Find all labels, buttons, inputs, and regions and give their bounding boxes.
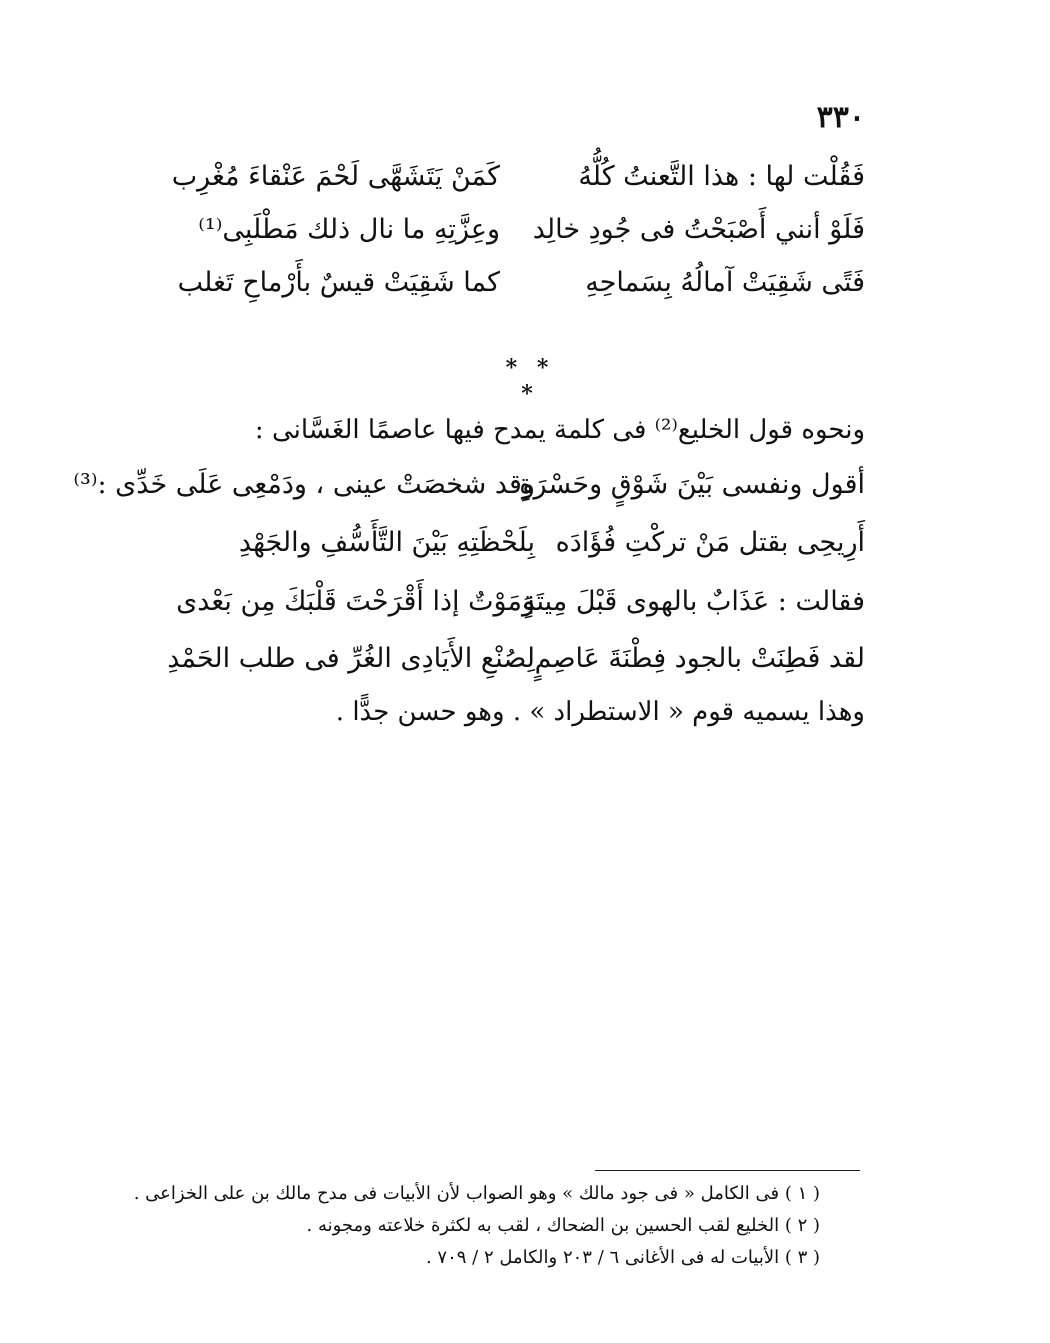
verse-second-hemistich: كَمَنْ يَتَشَهَّى لَحْمَ عَنْقاءَ مُغْرِب (171, 161, 500, 192)
verse-first-hemistich: أقول ونفسى بَيْنَ شَوْقٍ وحَسْرَةٍ (519, 469, 865, 500)
section-separator: * * * (505, 355, 555, 407)
footnote: ( ١ ) فى الكامل « فى جود مالك » وهو الصواب لأن الأبيات فى مدح مالك بن على الخزاعى . (133, 1183, 820, 1204)
verse-second-hemistich: وَمَوْتٌ إذا أَقْرَحْتَ قَلْبَكَ مِن بَعْدى (176, 586, 535, 617)
footnote: ( ٣ ) الأبيات له فى الأغانى ٦ / ٢٠٣ والكامل ٢ / ٧٠٩ . (425, 1247, 820, 1268)
verse-first-hemistich: فَقُلْت لها : هذا التَّعنتُ كُلُّهُ (578, 161, 865, 192)
verse-first-hemistich: فقالت : عَذَابٌ بالهوى قَبْلَ مِيتَةٍ (522, 586, 865, 617)
verse-first-hemistich: أَرِيحِى بقتل مَنْ تركْتِ فُؤَادَه (555, 527, 865, 558)
verse-line (177, 258, 865, 308)
verse-second-hemistich: كما شَقِيَتْ قيسٌ بأَرْماحِ تَغلب (177, 267, 500, 298)
closing-paragraph: وهذا يسميه قوم « الاستطراد » . وهو حسن جدًّا . (335, 697, 865, 727)
verse-line (171, 152, 865, 202)
verse-first-hemistich: لقد فَطِنَتْ بالجود فِطْنَةَ عَاصِمٍ (534, 643, 865, 674)
verse-first-hemistich: فَتًى شَقِيَتْ آمالُهُ بِسَماحِهِ (585, 267, 865, 298)
verse-first-hemistich: فَلَوْ أنني أَصْبَحْتُ فى جُودِ خالِد (532, 214, 865, 245)
footnote-divider (595, 1170, 860, 1171)
page-number: ٣٣٠ (816, 100, 865, 135)
verse-second-hemistich: وقد شخصَتْ عينى ، ودَمْعِى عَلَى خَدِّى :⁽³⁾ (73, 469, 535, 500)
footnote: ( ٢ ) الخليع لقب الحسين بن الضحاك ، لقب به لكثرة خلاعته ومجونه . (306, 1215, 820, 1236)
intro-paragraph: ونحوه قول الخليع⁽²⁾ فى كلمة يمدح فيها عاصمًا الغَسَّانى : (254, 415, 865, 445)
verse-line (180, 205, 865, 255)
verse-line (167, 634, 865, 684)
verse-line (180, 518, 865, 568)
verse-second-hemistich: بِلَحْظَتِهِ بَيْنَ التَّأَسُّفِ والجَهْدِ (238, 527, 535, 558)
verse-line (176, 577, 865, 627)
verse-second-hemistich: وعِزَّتِهِ ما نال ذلك مَطْلَبِى⁽¹⁾ (198, 214, 500, 245)
verse-second-hemistich: لِصُنْعِ الأَيَادِى الغُرِّ فى طلب الحَمْدِ (167, 643, 535, 674)
verse-line (73, 460, 865, 510)
